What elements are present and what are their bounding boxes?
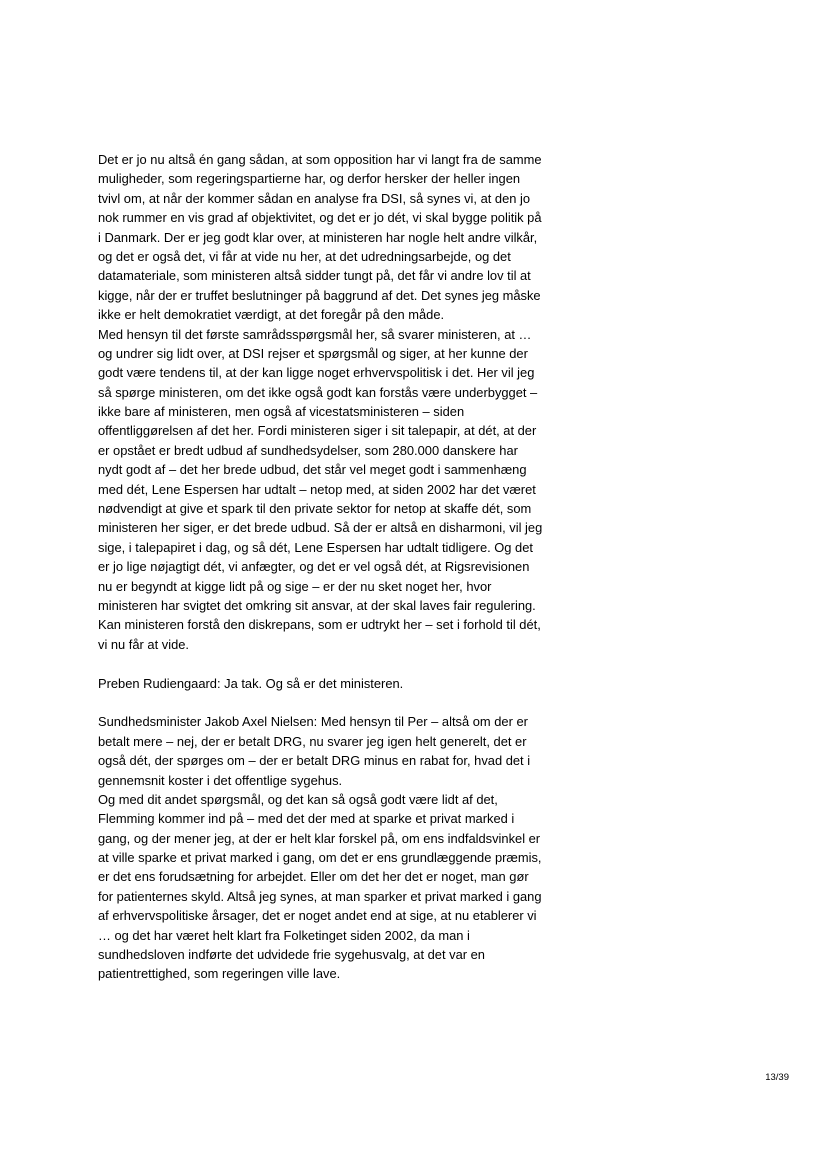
text-line: ministeren har svigtet det omkring sit ansvar, at der skal laves fair regulering. bbox=[98, 597, 536, 613]
text-line: datamateriale, som ministeren altså sidder tungt på, det får vi andre lov til at bbox=[98, 268, 531, 284]
paragraph-first-question bbox=[98, 325, 598, 655]
text-line: er jo lige nøjagtigt dét, vi anfægter, og det er vel også dét, at Rigsrevisionen bbox=[98, 559, 530, 575]
text-line: betalt mere – nej, der er betalt DRG, nu svarer jeg igen helt generelt, det er bbox=[98, 733, 527, 749]
page-number: 13/39 bbox=[765, 1072, 789, 1083]
text-line: Med hensyn til det første samrådsspørgsmål her, så svarer ministeren, at … bbox=[98, 326, 532, 342]
text-line: at ville sparke et privat marked i gang, om det er ens grundlæggende præmis, bbox=[98, 850, 542, 866]
text-line: Og med dit andet spørgsmål, og det kan så også godt være lidt af det, bbox=[98, 791, 498, 807]
paragraph-minister-second-answer bbox=[98, 790, 598, 984]
text-line: Kan ministeren forstå den diskrepans, som er udtrykt her – set i forhold til dét, bbox=[98, 617, 541, 633]
text-line: af erhvervspolitiske årsager, det er noget andet end at sige, at nu etablerer vi bbox=[98, 908, 537, 924]
text-line: kigge, når der er truffet beslutninger på baggrund af det. Det synes jeg måske bbox=[98, 287, 541, 303]
text-line: sundhedsloven indførte det udvidede frie sygehusvalg, at det var en bbox=[98, 947, 485, 963]
text-line: gang, og der mener jeg, at der er helt klar forskel på, om ens indfaldsvinkel er bbox=[98, 830, 541, 846]
text-line: godt være tendens til, at der kan ligge noget erhvervspolitisk i det. Her vil jeg bbox=[98, 365, 535, 381]
text-line: også dét, der spørges om – der er betalt DRG minus en rabat for, hvad det i bbox=[98, 753, 531, 769]
document-body bbox=[98, 150, 598, 984]
text-line: Sundhedsminister Jakob Axel Nielsen: Med hensyn til Per – altså om der er bbox=[98, 714, 528, 730]
text-line: nok rummer en vis grad af objektivitet, og det er jo dét, vi skal bygge politik på bbox=[98, 210, 542, 226]
text-line: Flemming kommer ind på – med det der med at sparke et privat marked i bbox=[98, 811, 515, 827]
text-line: patientrettighed, som regeringen ville lave. bbox=[98, 966, 341, 982]
text-line: Det er jo nu altså én gang sådan, at som opposition har vi langt fra de samme bbox=[98, 152, 542, 167]
text-line: gennemsnit koster i det offentlige sygehus. bbox=[98, 772, 343, 788]
text-line: sige, i talepapiret i dag, og så dét, Lene Espersen har udtalt tidligere. Og det bbox=[98, 539, 533, 555]
text-line: ikke bare af ministeren, men også af vicestatsministeren – siden bbox=[98, 404, 465, 420]
text-line: nu er begyndt at kigge lidt på og sige – er der nu sket noget her, hvor bbox=[98, 578, 492, 594]
text-line: offentliggørelsen af det her. Fordi ministeren siger i sit talepapir, at dét, at der bbox=[98, 423, 537, 439]
text-line: med dét, Lene Espersen har udtalt – netop med, at siden 2002 har det været bbox=[98, 481, 536, 497]
text-line: muligheder, som regeringspartierne har, og derfor hersker der heller ingen bbox=[98, 171, 521, 187]
text-line: tvivl om, at når der kommer sådan en analyse fra DSI, så synes vi, at den jo bbox=[98, 190, 531, 206]
paragraph-opposition-intro bbox=[98, 150, 598, 325]
text-line: ministeren her siger, er det brede udbud. Så der er altså en disharmoni, vil jeg bbox=[98, 520, 543, 536]
paragraph-gap bbox=[98, 654, 598, 673]
text-line: vi nu får at vide. bbox=[98, 636, 189, 652]
text-line: nydt godt af – det her brede udbud, det står vel meget godt i sammenhæng bbox=[98, 462, 527, 478]
text-line: og det er også det, vi får at vide nu her, at det udredningsarbejde, og det bbox=[98, 248, 511, 264]
paragraph-gap bbox=[98, 693, 598, 712]
text-line: og undrer sig lidt over, at DSI rejser et spørgsmål og siger, at her kunne der bbox=[98, 345, 528, 361]
paragraph-minister-answer bbox=[98, 712, 598, 790]
text-line: i Danmark. Der er jeg godt klar over, at ministeren har nogle helt andre vilkår, bbox=[98, 229, 538, 245]
text-line: er opstået er bredt udbud af sundhedsydelser, som 280.000 danskere har bbox=[98, 442, 518, 458]
text-line: er det ens forudsætning for arbejdet. Eller om det her det er noget, man gør bbox=[98, 869, 529, 885]
text-line: … og det har været helt klart fra Folketinget siden 2002, da man i bbox=[98, 927, 470, 943]
text-line: for patienternes skyld. Altså jeg synes, at man sparker et privat marked i gang bbox=[98, 888, 542, 904]
text-line: nødvendigt at give et spark til den private sektor for netop at skaffe dét, som bbox=[98, 501, 532, 517]
text-line: Preben Rudiengaard: Ja tak. Og så er det ministeren. bbox=[98, 675, 404, 691]
text-line: ikke er helt demokratiet værdigt, at det foregår på den måde. bbox=[98, 307, 445, 323]
paragraph-chair-remark bbox=[98, 674, 598, 693]
text-line: så spørge ministeren, om det ikke også godt kan forstås være underbygget – bbox=[98, 384, 538, 400]
